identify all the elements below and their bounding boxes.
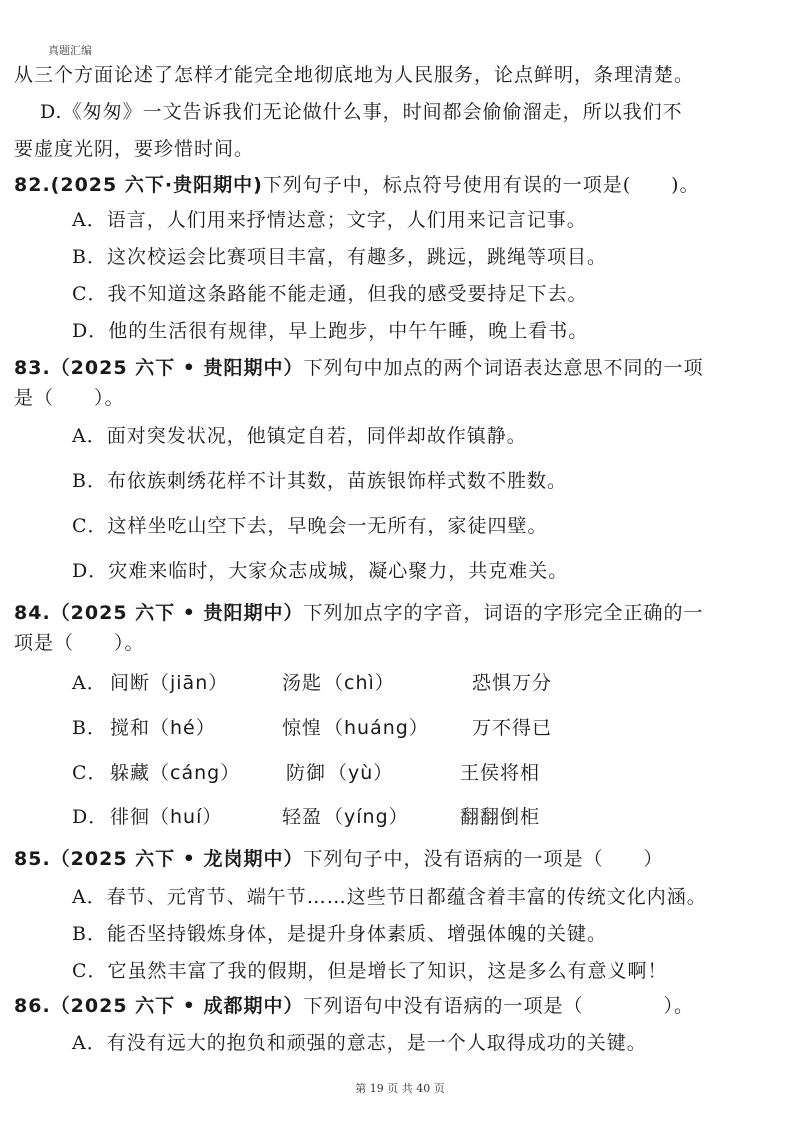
question-85-option-c: C．它虽然丰富了我的假期，但是增长了知识，这是多么有意义啊！ (72, 960, 668, 982)
question-84-option-c-pinyin-2: （yù） (328, 762, 394, 784)
question-source: （2025 六下 • 成都期中） (50, 995, 304, 1017)
question-83-option-d: D．灾难来临时，大家众志成城，凝心聚力，共克难关。 (72, 560, 569, 582)
question-83-stem-line-2: 是（ ）。 (14, 387, 125, 409)
question-82-option-a: A．语言，人们用来抒情达意；文字，人们用来记言记事。 (72, 209, 587, 231)
question-stem: 下列语句中没有语病的一项是（ ）。 (303, 995, 695, 1017)
question-84-option-a-word-3: 恐惧万分 (472, 672, 553, 694)
document-header: 真题汇编 (48, 44, 92, 57)
page-footer: 第 19 页 共 40 页 (355, 1082, 445, 1095)
question-84-option-d-pinyin-2: （yíng） (324, 806, 409, 828)
question-84-option-b-word-1: 搅和 (110, 717, 151, 739)
question-83-heading (14, 355, 704, 381)
question-82-option-b: B．这次校运会比赛项目丰富，有趣多，跳远，跳绳等项目。 (72, 246, 607, 268)
question-number: 85. (14, 848, 51, 870)
question-82-heading (14, 172, 700, 198)
question-82-option-d: D．他的生活很有规律，早上跑步，中午午睡，晚上看书。 (72, 320, 589, 342)
question-83-option-a: A．面对突发状况，他镇定自若，同伴却故作镇静。 (72, 425, 527, 447)
question-84-option-d-letter: D． (72, 806, 109, 828)
question-84-option-d-word-1: 徘徊 (110, 806, 151, 828)
carry-over-line-1: 从三个方面论述了怎样才能完全地彻底地为人民服务，论点鲜明，条理清楚。 (14, 64, 695, 86)
question-stem: 下列句中加点的两个词语表达意思不同的一项 (303, 357, 704, 379)
carry-over-line-2: D.《匆匆》一文告诉我们无论做什么事，时间都会偷偷溜走，所以我们不 (40, 101, 683, 123)
question-number: 86. (14, 995, 51, 1017)
question-85-option-b: B．能否坚持锻炼身体，是提升身体素质、增强体魄的关键。 (72, 923, 607, 945)
question-85-option-a: A．春节、元宵节、端午节……这些节日都蕴含着丰富的传统文化内涵。 (72, 886, 707, 908)
question-84-heading (14, 600, 704, 626)
question-84-option-a-pinyin-2: （chì） (324, 672, 395, 694)
question-84-stem-line-2: 项是（ ）。 (14, 632, 145, 654)
question-84-option-a-word-2: 汤匙 (282, 672, 323, 694)
question-84-option-c-pinyin-1: （cáng） (150, 762, 241, 784)
question-84-option-b-word-3: 万不得已 (472, 717, 553, 739)
question-84-option-a-letter: A． (72, 672, 107, 694)
question-84-option-c-word-3: 王侯将相 (460, 762, 541, 784)
carry-over-line-3: 要虚度光阴，要珍惜时间。 (14, 138, 255, 160)
question-source: （2025 六下 • 贵阳期中） (50, 602, 304, 624)
question-84-option-b-word-2: 惊惶 (282, 717, 323, 739)
question-84-option-a-word-1: 间断 (110, 672, 151, 694)
question-82-option-c: C．我不知道这条路能不能走通，但我的感受要持足下去。 (72, 283, 588, 305)
question-83-option-b: B．布依族刺绣花样不计其数，苗族银饰样式数不胜数。 (72, 470, 567, 492)
question-84-option-c-word-1: 躲藏 (110, 762, 151, 784)
question-source: （2025 六下 • 贵阳期中） (50, 357, 304, 379)
question-84-option-b-pinyin-1: （hé） (150, 717, 216, 739)
question-84-option-a-pinyin-1: （jiān） (150, 672, 229, 694)
question-number: 83. (14, 357, 51, 379)
question-86-option-a: A．有没有远大的抱负和顽强的意志，是一个人取得成功的关键。 (72, 1032, 647, 1054)
question-number: 82. (14, 174, 51, 196)
question-source: （2025 六下 • 龙岗期中） (50, 848, 304, 870)
question-83-option-c: C．这样坐吃山空下去，早晚会一无所有，家徒四壁。 (72, 515, 548, 537)
question-stem: 下列句子中，没有语病的一项是（ ） (303, 848, 664, 870)
question-84-option-b-letter: B． (72, 717, 107, 739)
question-84-option-c-letter: C． (72, 762, 108, 784)
question-stem: 下列加点字的字音，词语的字形完全正确的一 (303, 602, 704, 624)
question-84-option-c-word-2: 防御 (286, 762, 327, 784)
question-84-option-d-word-2: 轻盈 (282, 806, 323, 828)
question-84-option-d-word-3: 翻翻倒柜 (460, 806, 541, 828)
question-source: (2025 六下·贵阳期中) (50, 174, 263, 196)
question-number: 84. (14, 602, 51, 624)
question-stem: 下列句子中，标点符号使用有误的一项是( )。 (262, 174, 700, 196)
question-86-heading (14, 993, 694, 1019)
question-84-option-b-pinyin-2: （huáng） (324, 717, 429, 739)
question-85-heading (14, 846, 664, 872)
question-84-option-d-pinyin-1: （huí） (150, 806, 223, 828)
